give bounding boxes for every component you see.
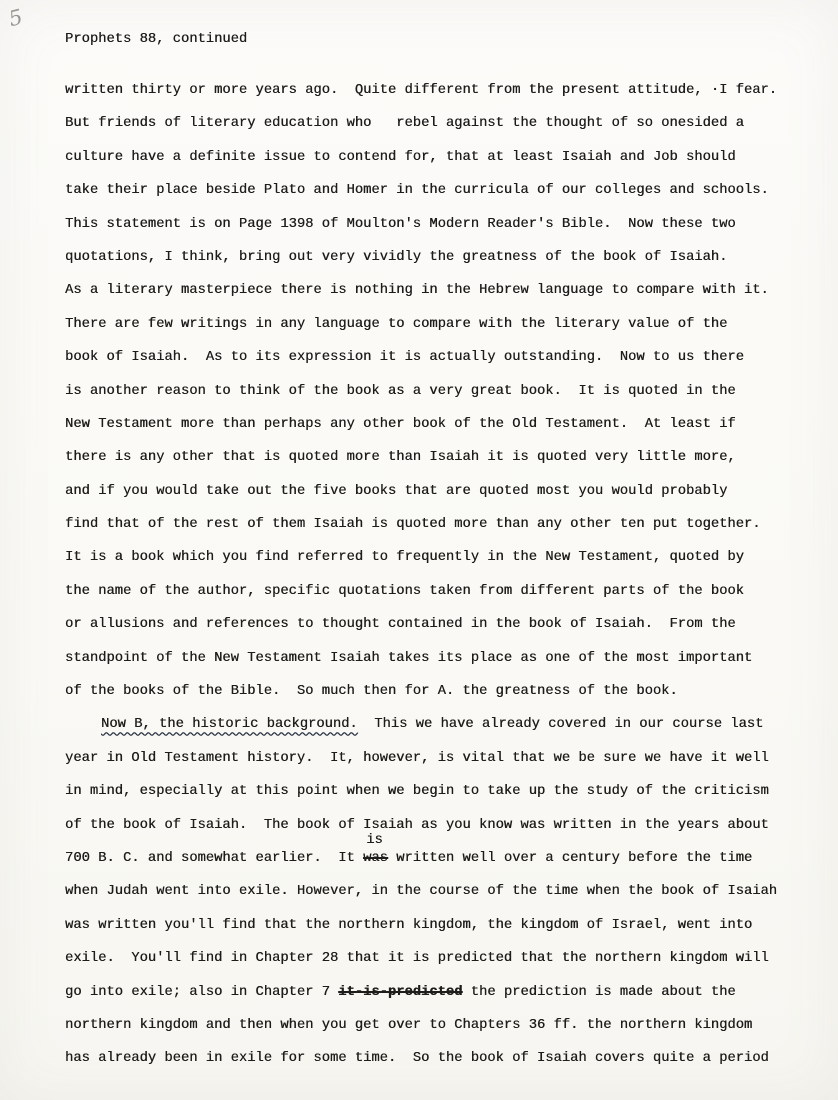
text-line [65,875,823,908]
text-line [65,408,823,441]
text-segment: standpoint of the New Testament Isaiah takes its place as one of the most important [65,650,753,666]
text-segment: This statement is on Page 1398 of Moulton's Modern Reader's Bible. Now these two [65,216,736,232]
text-segment: has already been in exile for some time. So the book of Isaiah covers quite a period [65,1051,769,1067]
text-segment: exile. You'll find in Chapter 28 that it is predicted that the northern kingdom will [65,951,769,967]
text-line [65,675,823,708]
text-segment: 700 B. C. and somewhat earlier. It [65,850,364,866]
text-line [65,775,823,808]
handwritten-page-mark: 5 [6,4,26,32]
text-segment: or allusions and references to thought contained in the book of Isaiah. From the [65,617,736,633]
text-line [65,575,823,608]
text-line [65,141,823,174]
text-segment: quotations, I think, bring out very vividly the greatness of the book of Isaiah. [65,249,728,265]
text-line [65,809,823,842]
text-segment: written thirty or more years ago. Quite different from the present attitude, ·I fear. [65,83,778,98]
text-line [65,274,823,307]
text-line [65,608,823,641]
text-segment: the name of the author, specific quotations taken from different parts of the book [65,583,744,599]
text-line [65,642,823,675]
text-segment: take their place beside Plato and Homer in the curricula of our colleges and schools. [65,183,769,199]
text-line [65,375,823,408]
text-segment: As a literary masterpiece there is nothing in the Hebrew language to compare with it. [65,283,769,299]
text-line [65,1042,823,1075]
text-line [65,107,823,140]
text-line [65,508,823,541]
text-segment: of the books of the Bible. So much then for A. the greatness of the book. [65,684,678,700]
text-segment: was written you'll find that the northern kingdom, the kingdom of Israel, went into [65,917,753,933]
struck-text: it-is-predicted [338,984,463,1000]
text-segment: the prediction is made about the [462,984,736,1000]
page-header: Prophets 88, continued [65,32,248,47]
underlined-heading: Now B, the historic background. [101,717,358,733]
text-segment: book of Isaiah. As to its expression it is actually outstanding. Now to us there [65,350,744,366]
text-segment: of the book of Isaiah. The book of Isaiah as you know was written in the years about [65,817,769,833]
text-segment: and if you would take out the five books that are quoted most you would probably [65,483,728,499]
text-line [65,241,823,274]
text-line [65,942,823,975]
text-segment: But friends of literary education who rebel against the thought of so onesided a [65,116,744,132]
interlinear-correction: is [366,832,383,848]
text-line [65,308,823,341]
text-segment: go into exile; also in Chapter 7 [65,984,339,1000]
text-line [65,475,823,508]
text-line [65,341,823,374]
text-line [65,541,823,574]
text-segment: is another reason to think of the book as a very great book. It is quoted in the [65,383,736,399]
text-line [65,74,823,107]
text-segment: written well over a century before the time [387,850,753,866]
text-segment: find that of the rest of them Isaiah is quoted more than any other ten put together. [65,517,761,533]
document-body [65,74,823,1076]
text-segment: There are few writings in any language to compare with the literary value of the [65,316,728,332]
text-line [65,174,823,207]
text-line [65,742,823,775]
text-line [65,208,823,241]
text-segment: year in Old Testament history. It, however, is vital that we be sure we have it well [65,750,769,766]
text-segment: New Testament more than perhaps any other book of the Old Testament. At least if [65,416,736,432]
text-segment: when Judah went into exile. However, in the course of the time when the book of Isaiah [65,884,778,900]
text-segment: in mind, especially at this point when we begin to take up the study of the criticism [65,784,769,800]
text-segment: It is a book which you find referred to frequently in the New Testament, quoted by [65,550,744,566]
text-line [65,909,823,942]
text-line [65,832,823,875]
text-line [65,1009,823,1042]
text-line [65,708,823,741]
text-line [65,441,823,474]
text-segment: there is any other that is quoted more than Isaiah it is quoted very little more, [65,450,736,466]
struck-word-with-correction: was is [363,832,388,866]
text-line [65,976,823,1009]
text-segment: culture have a definite issue to contend for, that at least Isaiah and Job should [65,149,736,165]
text-segment: northern kingdom and then when you get over to Chapters 36 ff. the northern kingdom [65,1017,753,1033]
text-segment: This we have already covered in our course last [357,717,764,733]
